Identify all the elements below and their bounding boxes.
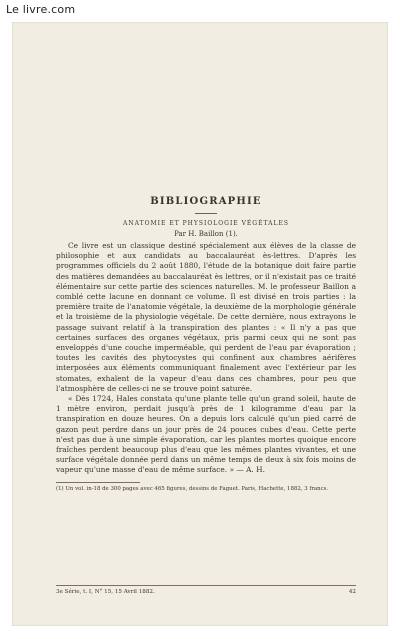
page-footer — [56, 589, 356, 595]
article-title: BIBLIOGRAPHIE — [150, 196, 262, 207]
title-rule — [195, 213, 217, 214]
footer-rule — [56, 585, 356, 586]
page-number: 42 — [348, 589, 356, 595]
article — [56, 196, 356, 494]
article-author: Par H. Baillon (1). — [174, 230, 238, 238]
article-paragraph: Ce livre est un classique destiné spécialement aux élèves de la classe de philosophie et aux candidats au baccalauréat ès-lettres. D'après les programmes officiels du 2 août 1880, l'étude de la botanique doit faire partie des matières demandées au baccalauréat ès lettres, or il n'existait pas ce traité élémentaire sur cette partie des sciences naturelles. M. le professeur Baillon a comblé cette lacune en donnant ce volume. Il est divisé en trois parties : la première traite de l'anatomie végétale, la deuxième de la morphologie générale et la troisième de la physiologie végétale. De cette dernière, nous extrayons le passage suivant relatif à la transpiration des plantes : « Il n'y a pas que certaines surfaces des organes végétaux, pris parmi ceux qui ne sont pas enveloppés d'une couche imperméable, qui perdent de l'eau par évaporation ; toutes les cavités des phytocystes qui confinent aux chambres aérifères interposées aux éléments communiquant finalement avec l'extérieur par les stomates, exhalent de la vapeur d'eau dans ces chambres, pour peu que l'atmosphère de celles-ci ne se trouve point saturée. — [56, 241, 356, 393]
issue-info: 3e Série, t. I, N° 15, 15 Avril 1882. — [56, 589, 155, 595]
site-watermark: Le livre.com — [6, 3, 76, 16]
footnote: (1) Un vol. in-18 de 300 pages avec 465 figures, dessins de Faguet. Paris, Hachette, 1882, 3 francs. — [56, 486, 329, 493]
footnote-rule — [56, 482, 140, 483]
article-subtitle: ANATOMIE ET PHYSIOLOGIE VÉGÉTALES — [123, 220, 289, 227]
article-paragraph: « Dès 1724, Hales constata qu'une plante telle qu'un grand soleil, haute de 1 mètre environ, perdait jusqu'à près de 1 kilogramme d'eau par la transpiration en douze heures. On a depuis lors calculé qu'un pied carré de gazon peut perdre dans un jour près de 24 pouces cubes d'eau. Cette perte n'est pas due à une simple évaporation, car les plantes mortes quoique encore fraîches perdent beaucoup plus d'eau que les mêmes plantes vivantes, et une surface végétale donnée perd dans un même temps de deux à six fois moins de vapeur qu'une masse d'eau de même surface. » — A. H. — [56, 394, 356, 475]
